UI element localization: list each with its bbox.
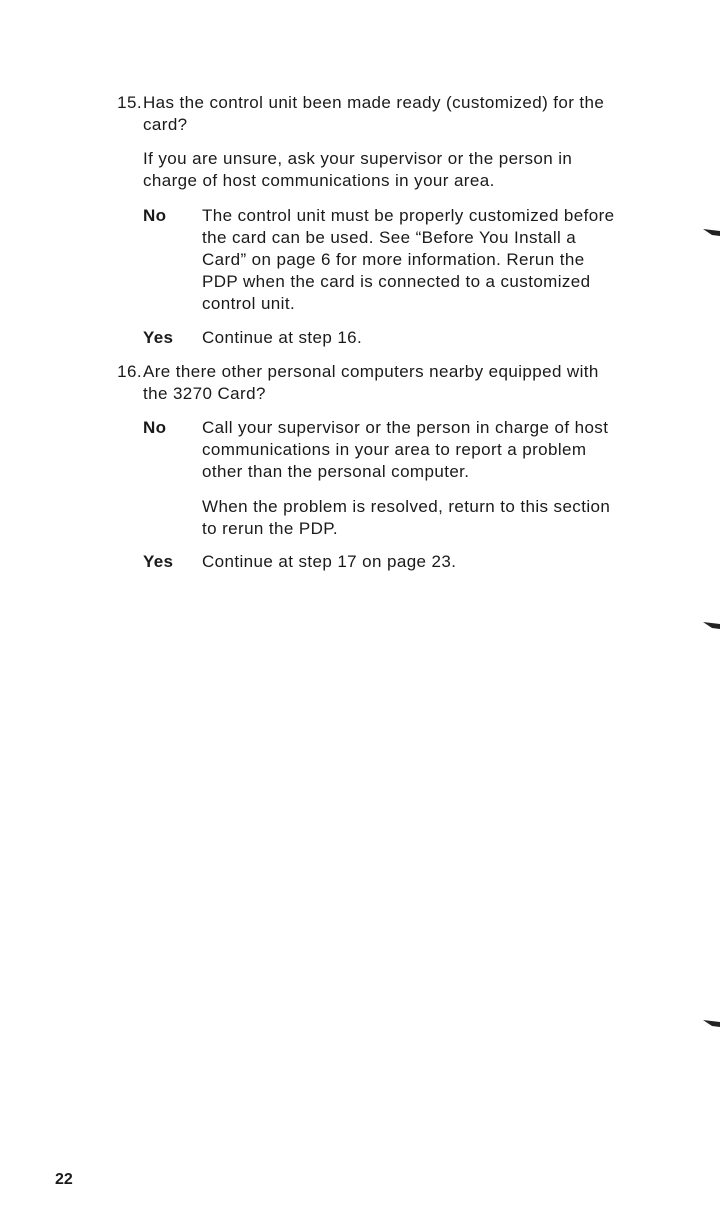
- answer-body: [202, 205, 702, 315]
- text-line: Continue at step 17 on page 23.: [202, 552, 457, 571]
- text-line: communications in your area to report a problem: [202, 440, 587, 459]
- text-line: If you are unsure, ask your supervisor or the person in: [143, 149, 573, 168]
- scan-edge-mark: [703, 1019, 720, 1027]
- answer-body: [202, 327, 702, 349]
- answer-label: No: [143, 206, 167, 225]
- text-line: charge of host communications in your area.: [143, 171, 495, 190]
- text-line: to rerun the PDP.: [202, 519, 338, 538]
- text-line: PDP when the card is connected to a customized: [202, 272, 591, 291]
- text-line: Continue at step 16.: [202, 328, 363, 347]
- text-line: When the problem is resolved, return to this section: [202, 497, 611, 516]
- answer-label: Yes: [143, 328, 174, 347]
- text-line: card?: [143, 115, 188, 134]
- step-note: [143, 148, 683, 192]
- text-line: Has the control unit been made ready (customized) for the: [143, 93, 605, 112]
- text-line: Call your supervisor or the person in charge of host: [202, 418, 609, 437]
- text-line: control unit.: [202, 294, 296, 313]
- answer-body: [202, 551, 702, 573]
- step-question: [143, 92, 683, 136]
- scan-edge-mark: [703, 228, 720, 236]
- step-question: [143, 361, 683, 405]
- text-line: Are there other personal computers nearby equipped with: [143, 362, 599, 381]
- answer-label: No: [143, 418, 167, 437]
- step-number: 15.: [117, 93, 142, 112]
- answer-followup: [202, 496, 702, 540]
- answer-label: Yes: [143, 552, 174, 571]
- text-line: the card can be used. See “Before You Install a: [202, 228, 577, 247]
- answer-body: [202, 417, 702, 483]
- step-number: 16.: [117, 362, 142, 381]
- page-number: 22: [55, 1171, 73, 1188]
- text-line: the 3270 Card?: [143, 384, 266, 403]
- scan-edge-mark: [703, 621, 720, 629]
- text-line: The control unit must be properly customized before: [202, 206, 615, 225]
- text-line: Card” on page 6 for more information. Rerun the: [202, 250, 585, 269]
- text-line: other than the personal computer.: [202, 462, 470, 481]
